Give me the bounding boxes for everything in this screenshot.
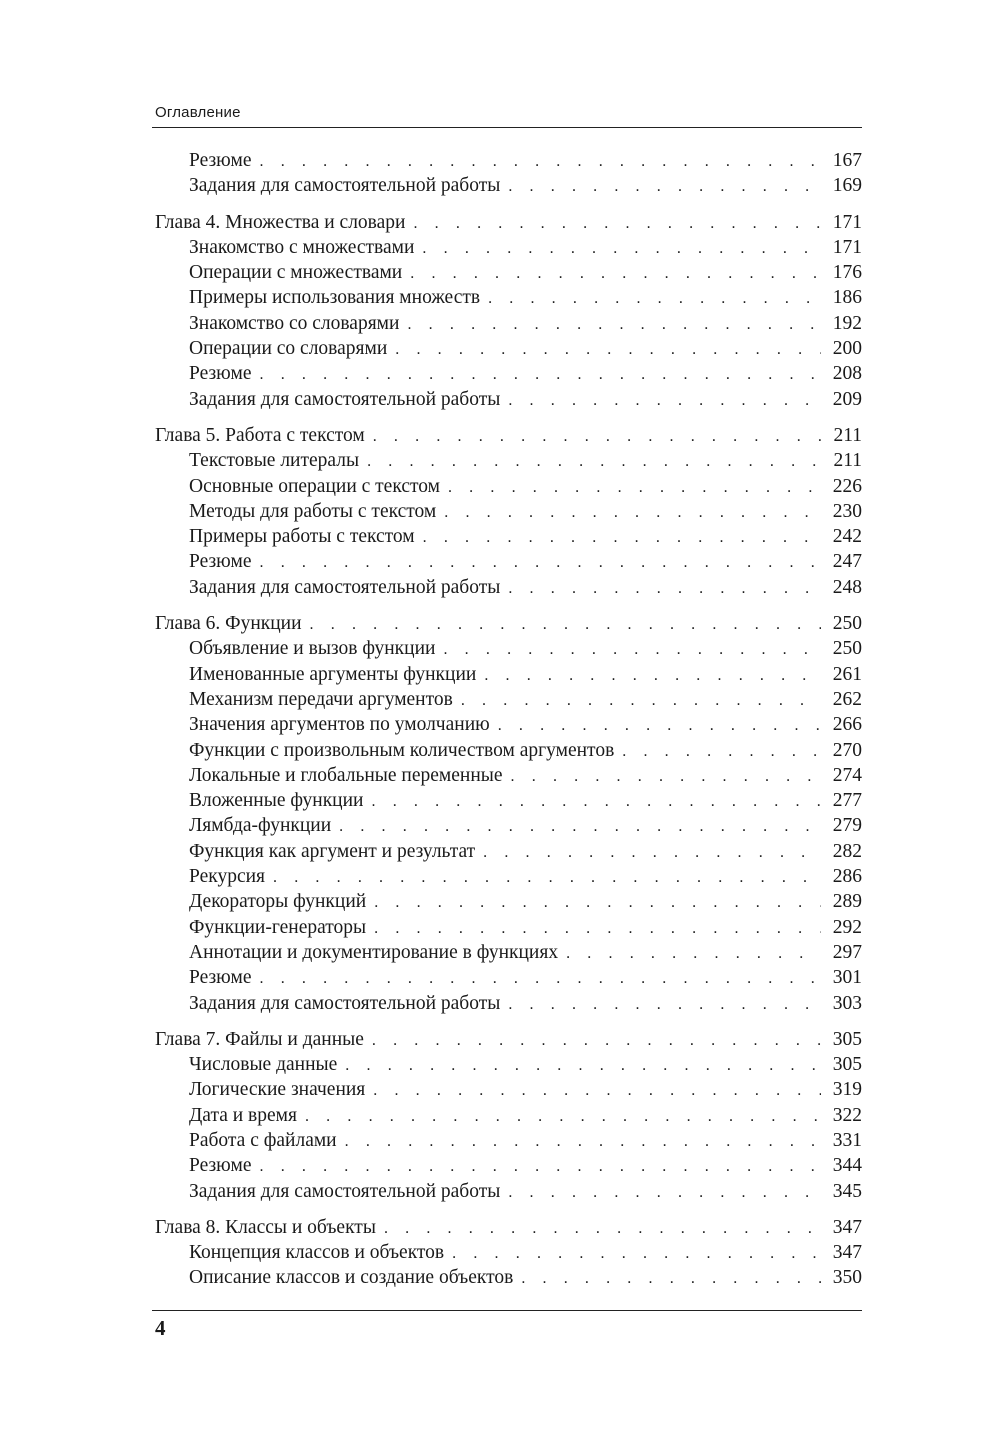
dot-leader (260, 153, 822, 171)
toc-chapter-entry (155, 425, 862, 450)
toc-section-entry (155, 1181, 862, 1206)
dot-leader (508, 392, 821, 410)
toc-entry-page: 350 (832, 1267, 862, 1289)
toc-section-entry (155, 1267, 862, 1292)
toc-entry-title: Декораторы функций (189, 891, 367, 913)
toc-entry-title: Операции с множествами (189, 262, 403, 284)
toc-section-entry (155, 638, 862, 663)
toc-entry-title: Операции со словарями (189, 338, 388, 360)
toc-entry-page: 208 (832, 363, 862, 385)
toc-entry-title: Лямбда-функции (189, 815, 332, 837)
toc-entry-title: Задания для самостоятельной работы (189, 1180, 501, 1202)
page-number: 4 (155, 1316, 166, 1340)
toc-entry-title: Функции с произвольным количеством аргументов (189, 739, 615, 761)
toc-entry-page: 226 (832, 475, 862, 497)
toc-entry-page: 297 (832, 941, 862, 963)
toc-entry-page: 169 (832, 175, 862, 197)
toc-entry-title: Локальные и глобальные переменные (189, 764, 503, 786)
dot-leader (367, 453, 821, 471)
toc-entry-page: 282 (832, 840, 862, 862)
toc-group (155, 150, 862, 201)
toc-section-entry (155, 689, 862, 714)
toc-entry-page: 250 (832, 613, 862, 635)
toc-entry-title: Резюме (189, 551, 252, 573)
toc-section-entry (155, 740, 862, 765)
dot-leader (452, 1245, 821, 1263)
toc-entry-title: Примеры работы с текстом (189, 526, 415, 548)
toc-entry-page: 319 (832, 1079, 862, 1101)
toc-entry-page: 171 (832, 236, 862, 258)
toc-section-entry (155, 866, 862, 891)
dot-leader (310, 616, 821, 634)
dot-leader (498, 717, 821, 735)
dot-leader (413, 215, 821, 233)
toc-entry-title: Описание классов и создание объектов (189, 1267, 514, 1289)
table-of-contents (155, 150, 862, 1304)
toc-section-entry (155, 175, 862, 200)
toc-entry-page: 270 (832, 739, 862, 761)
toc-section-entry (155, 476, 862, 501)
toc-section-entry (155, 664, 862, 689)
dot-leader (373, 428, 821, 446)
toc-entry-page: 186 (832, 287, 862, 309)
toc-entry-page: 322 (832, 1104, 862, 1126)
toc-section-entry (155, 150, 862, 175)
toc-entry-page: 171 (832, 211, 862, 233)
toc-entry-title: Знакомство со словарями (189, 312, 400, 334)
toc-entry-page: 266 (832, 714, 862, 736)
toc-section-entry (155, 1105, 862, 1130)
toc-entry-title: Методы для работы с текстом (189, 500, 437, 522)
dot-leader (305, 1108, 821, 1126)
toc-entry-title: Резюме (189, 967, 252, 989)
toc-entry-page: 261 (832, 663, 862, 685)
toc-entry-title: Механизм передачи аргументов (189, 688, 453, 710)
toc-chapter-entry (155, 613, 862, 638)
toc-section-entry (155, 338, 862, 363)
toc-section-entry (155, 551, 862, 576)
dot-leader (374, 894, 821, 912)
toc-section-entry (155, 1130, 862, 1155)
toc-section-entry (155, 942, 862, 967)
toc-entry-page: 200 (832, 338, 862, 360)
toc-entry-title: Работа с файлами (189, 1129, 337, 1151)
toc-entry-title: Глава 5. Работа с текстом (155, 424, 365, 446)
toc-section-entry (155, 313, 862, 338)
dot-leader (260, 1158, 822, 1176)
toc-entry-title: Именованные аргументы функции (189, 663, 477, 685)
dot-leader (521, 1270, 821, 1288)
dot-leader (374, 920, 821, 938)
toc-section-entry (155, 815, 862, 840)
dot-leader (488, 290, 821, 308)
toc-entry-title: Функции-генераторы (189, 916, 367, 938)
header-rule (152, 127, 862, 128)
dot-leader (508, 178, 821, 196)
dot-leader (407, 316, 821, 334)
toc-entry-page: 274 (832, 764, 862, 786)
toc-entry-page: 286 (832, 866, 862, 888)
toc-section-entry (155, 765, 862, 790)
toc-entry-page: 230 (832, 500, 862, 522)
toc-chapter-entry (155, 1029, 862, 1054)
dot-leader (372, 1032, 821, 1050)
toc-entry-title: Глава 6. Функции (155, 613, 302, 635)
toc-section-entry (155, 526, 862, 551)
toc-entry-page: 289 (832, 891, 862, 913)
dot-leader (443, 641, 821, 659)
toc-entry-page: 250 (832, 638, 862, 660)
dot-leader (448, 479, 821, 497)
toc-section-entry (155, 1054, 862, 1079)
dot-leader (422, 240, 821, 258)
dot-leader (384, 1220, 821, 1238)
dot-leader (345, 1133, 821, 1151)
dot-leader (461, 692, 821, 710)
dot-leader (508, 1184, 821, 1202)
toc-entry-title: Вложенные функции (189, 790, 364, 812)
dot-leader (345, 1057, 821, 1075)
toc-entry-page: 209 (832, 388, 862, 410)
toc-section-entry (155, 967, 862, 992)
toc-section-entry (155, 363, 862, 388)
toc-entry-title: Числовые данные (189, 1054, 338, 1076)
toc-entry-page: 176 (832, 262, 862, 284)
toc-group (155, 425, 862, 602)
dot-leader (508, 996, 821, 1014)
dot-leader (410, 265, 821, 283)
toc-entry-title: Рекурсия (189, 866, 266, 888)
dot-leader (395, 341, 821, 359)
toc-entry-page: 277 (832, 790, 862, 812)
toc-entry-page: 331 (832, 1129, 862, 1151)
toc-entry-title: Концепция классов и объектов (189, 1242, 445, 1264)
toc-entry-page: 344 (832, 1155, 862, 1177)
toc-entry-title: Задания для самостоятельной работы (189, 576, 501, 598)
footer-rule (152, 1310, 862, 1311)
toc-section-entry (155, 501, 862, 526)
dot-leader (444, 504, 821, 522)
toc-group (155, 613, 862, 1018)
toc-entry-page: 248 (832, 576, 862, 598)
toc-entry-page: 242 (832, 526, 862, 548)
toc-entry-page: 347 (832, 1216, 862, 1238)
toc-entry-page: 262 (832, 688, 862, 710)
toc-entry-title: Логические значения (189, 1079, 366, 1101)
toc-entry-title: Аннотации и документирование в функциях (189, 941, 559, 963)
dot-leader (260, 554, 822, 572)
dot-leader (508, 580, 821, 598)
toc-section-entry (155, 237, 862, 262)
toc-chapter-entry (155, 1217, 862, 1242)
toc-entry-page: 247 (832, 551, 862, 573)
dot-leader (260, 366, 822, 384)
toc-entry-page: 279 (832, 815, 862, 837)
toc-entry-title: Объявление и вызов функции (189, 638, 436, 660)
toc-entry-page: 303 (832, 992, 862, 1014)
dot-leader (373, 1082, 821, 1100)
toc-entry-title: Основные операции с текстом (189, 475, 440, 497)
toc-entry-title: Знакомство с множествами (189, 236, 415, 258)
toc-entry-title: Функция как аргумент и результат (189, 840, 476, 862)
toc-section-entry (155, 1079, 862, 1104)
toc-section-entry (155, 1242, 862, 1267)
toc-section-entry (155, 450, 862, 475)
toc-entry-page: 305 (832, 1028, 862, 1050)
toc-section-entry (155, 841, 862, 866)
dot-leader (423, 529, 821, 547)
dot-leader (372, 793, 822, 811)
toc-entry-page: 167 (832, 150, 862, 171)
toc-chapter-entry (155, 212, 862, 237)
dot-leader (260, 970, 822, 988)
toc-section-entry (155, 993, 862, 1018)
toc-entry-title: Задания для самостоятельной работы (189, 992, 501, 1014)
toc-entry-title: Глава 8. Классы и объекты (155, 1216, 376, 1238)
dot-leader (273, 869, 821, 887)
toc-section-entry (155, 714, 862, 739)
toc-entry-page: 305 (832, 1054, 862, 1076)
toc-section-entry (155, 790, 862, 815)
dot-leader (339, 818, 821, 836)
toc-entry-page: 292 (832, 916, 862, 938)
toc-section-entry (155, 389, 862, 414)
toc-entry-title: Задания для самостоятельной работы (189, 388, 501, 410)
toc-entry-title: Глава 7. Файлы и данные (155, 1028, 364, 1050)
toc-entry-page: 211 (833, 450, 862, 472)
toc-entry-title: Резюме (189, 363, 252, 385)
toc-entry-page: 211 (833, 424, 862, 446)
toc-entry-page: 301 (832, 967, 862, 989)
toc-group (155, 212, 862, 414)
toc-entry-title: Резюме (189, 1155, 252, 1177)
toc-entry-page: 345 (832, 1180, 862, 1202)
toc-entry-title: Задания для самостоятельной работы (189, 175, 501, 197)
toc-entry-title: Значения аргументов по умолчанию (189, 714, 490, 736)
dot-leader (566, 945, 821, 963)
toc-section-entry (155, 891, 862, 916)
toc-entry-title: Дата и время (189, 1104, 297, 1126)
toc-entry-title: Примеры использования множеств (189, 287, 481, 309)
toc-entry-title: Резюме (189, 150, 252, 171)
toc-section-entry (155, 917, 862, 942)
toc-entry-page: 192 (832, 312, 862, 334)
toc-entry-page: 347 (832, 1242, 862, 1264)
dot-leader (622, 743, 821, 761)
running-head: Оглавление (155, 104, 241, 121)
toc-section-entry (155, 262, 862, 287)
dot-leader (483, 844, 821, 862)
dot-leader (511, 768, 821, 786)
toc-section-entry (155, 1155, 862, 1180)
dot-leader (484, 667, 821, 685)
toc-entry-title: Глава 4. Множества и словари (155, 211, 406, 233)
toc-section-entry (155, 287, 862, 312)
toc-entry-title: Текстовые литералы (189, 450, 360, 472)
toc-group (155, 1029, 862, 1206)
toc-section-entry (155, 577, 862, 602)
toc-group (155, 1217, 862, 1293)
